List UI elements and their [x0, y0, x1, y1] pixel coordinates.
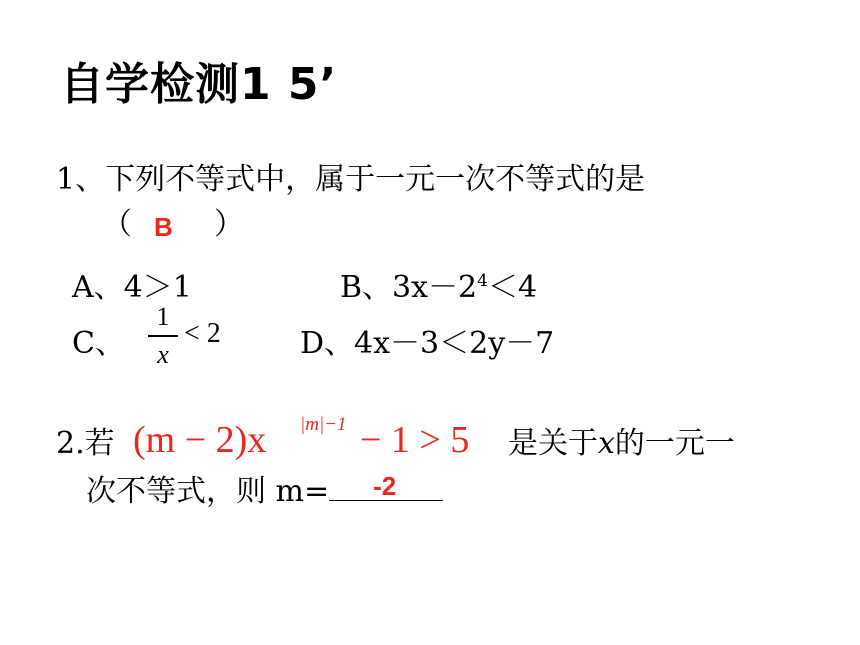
option-c-rest: < 2 [184, 318, 221, 349]
question-1-stem: 1、下列不等式中，属于一元一次不等式的是 [56, 162, 646, 197]
option-c-label: C、 [72, 326, 125, 361]
option-b-suffix: ＜4 [487, 270, 538, 305]
option-b-prefix: B、3x－2 [340, 270, 478, 305]
question-2-suffix-b: 的一元一 [614, 426, 735, 461]
option-c-fraction [148, 302, 178, 369]
question-1-paren-close: ） [214, 207, 244, 242]
question-2-line-2 [86, 472, 443, 512]
question-2-expression-exponent: |m|−1 [300, 414, 347, 435]
question-2-suffix-a: 是关于 [508, 426, 598, 461]
question-2-answer: -2 [373, 471, 397, 501]
question-2-expression-left: (m − 2)x [133, 419, 267, 461]
option-b [340, 262, 537, 306]
question-2-variable: x [598, 426, 615, 461]
option-a: A、4＞1 [72, 270, 192, 305]
question-2-prefix: 2.若 [56, 426, 115, 461]
question-2-suffix [508, 424, 735, 464]
question-1-answer: B [154, 212, 173, 242]
question-2-expression-right: − 1 > 5 [360, 419, 470, 461]
option-c-numerator: 1 [156, 302, 170, 331]
page-title: 自学检测1 5’ [60, 59, 338, 110]
option-c-denominator: x [157, 339, 169, 369]
question-2-line-2-text: 次不等式，则 m= [86, 474, 330, 509]
question-1-paren-open: （ [102, 207, 132, 242]
option-d: D、4x－3＜2y－7 [300, 326, 555, 361]
fraction-bar [148, 335, 178, 337]
answer-blank [329, 471, 443, 501]
option-b-exponent: 4 [477, 271, 488, 291]
